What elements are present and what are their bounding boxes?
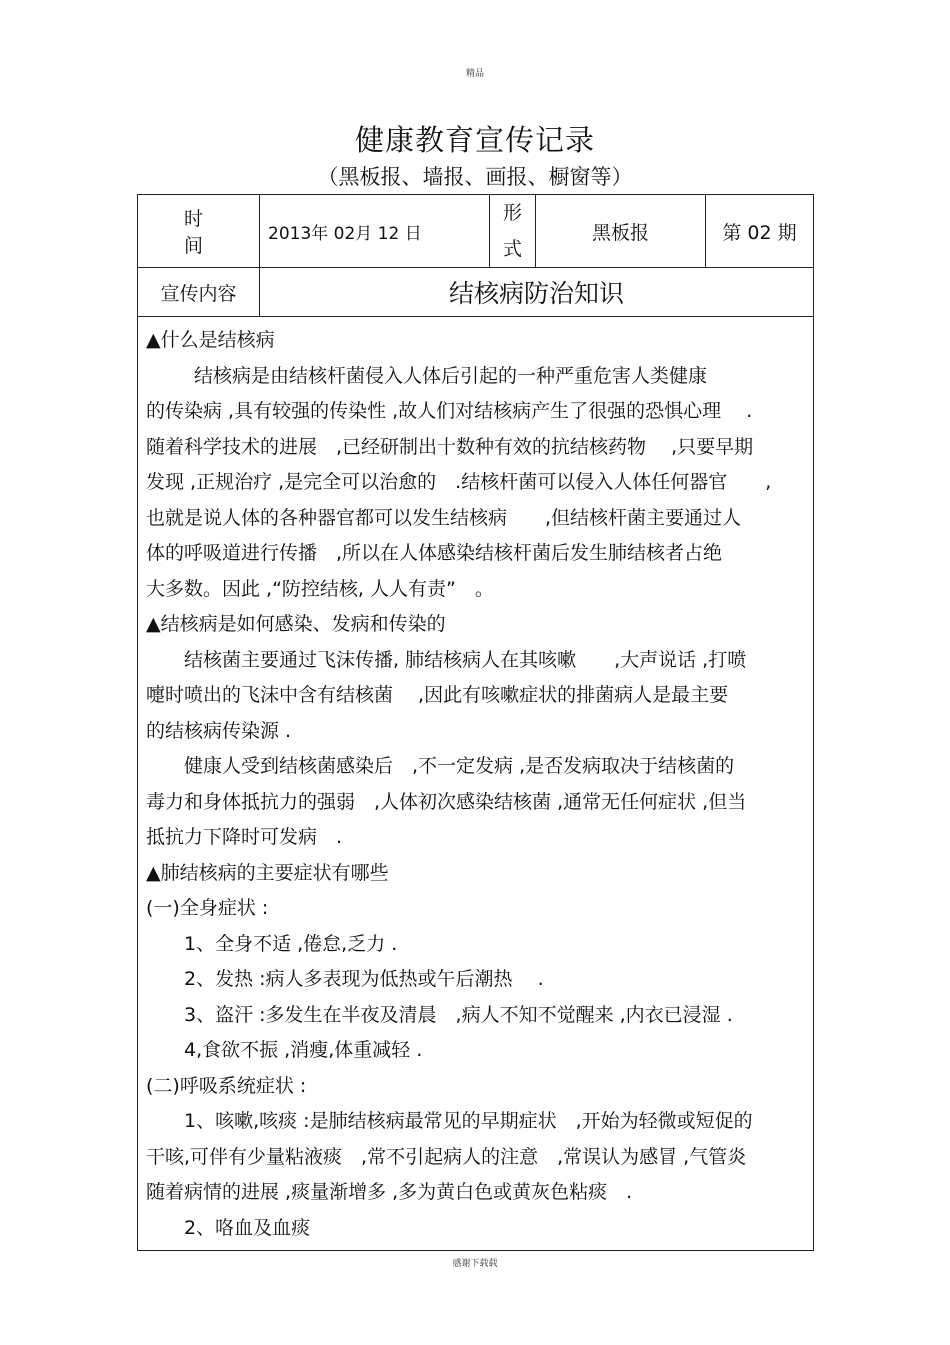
- list-item: 2、发热 :病人多表现为低热或午后潮热 .: [184, 968, 544, 990]
- paragraph-line: 结核病是由结核杆菌侵入人体后引起的一种严重危害人类健康: [194, 364, 708, 387]
- paragraph-line: 的传染病 ,具有较强的传染性 ,故人们对结核病产生了很强的恐惧心理 .: [146, 400, 753, 422]
- topic-row: [138, 268, 814, 317]
- form-label: [490, 195, 536, 268]
- time-label: 时 间: [138, 195, 260, 268]
- subsection-heading: (一)全身症状 :: [146, 897, 269, 919]
- issue-number: 第 02 期: [706, 195, 814, 268]
- list-item: 1、全身不适 ,倦怠,乏力 .: [184, 932, 398, 955]
- paragraph-line: 大多数。因此 ,“防控结核, 人人有责” 。: [146, 577, 494, 600]
- subsection-heading: (二)呼吸系统症状 :: [146, 1074, 307, 1097]
- footer-watermark: 感谢下载载: [452, 1259, 498, 1269]
- section-heading: ▲肺结核病的主要症状有哪些: [146, 861, 389, 884]
- paragraph-line: 也就是说人体的各种器官都可以发生结核病 ,但结核杆菌主要通过人: [146, 506, 742, 529]
- form-label-char-2: 式: [502, 238, 522, 260]
- paragraph-line: 干咳,可伴有少量粘液痰 ,常不引起病人的注意 ,常误认为感冒 ,气管炎: [146, 1145, 747, 1168]
- paragraph-line: 毒力和身体抵抗力的强弱 ,人体初次感染结核菌 ,通常无任何症状 ,但当: [146, 790, 747, 813]
- info-row: [138, 195, 814, 268]
- form-value: 黑板报: [536, 195, 706, 268]
- list-item: 4,食欲不振 ,消瘦,体重减轻 .: [184, 1039, 423, 1061]
- section-heading: ▲什么是结核病: [146, 329, 275, 351]
- list-item: 3、盗汗 :多发生在半夜及清晨 ,病人不知不觉醒来 ,内衣已浸湿 .: [184, 1003, 733, 1026]
- form-label-char-1: 形: [502, 202, 522, 224]
- paragraph-line: 随着病情的进展 ,痰量渐增多 ,多为黄白色或黄灰色粘痰 .: [146, 1181, 633, 1203]
- paragraph-line: 结核菌主要通过飞沫传播, 肺结核病人在其咳嗽 ,大声说话 ,打喷: [184, 648, 747, 671]
- record-table: [137, 194, 814, 1251]
- paragraph-line: 健康人受到结核菌感染后 ,不一定发病 ,是否发病取决于结核菌的: [184, 755, 735, 777]
- section-heading: ▲结核病是如何感染、发病和传染的: [146, 613, 446, 635]
- paragraph-line: 抵抗力下降时可发病 .: [146, 826, 343, 848]
- paragraph-line: 随着科学技术的进展 ,已经研制出十数种有效的抗结核药物 ,只要早期: [146, 435, 754, 458]
- paragraph-line: 嚏时喷出的飞沫中含有结核菌 ,因此有咳嗽症状的排菌病人是最主要: [146, 684, 729, 706]
- content-body: [138, 317, 814, 1251]
- paragraph-line: 体的呼吸道进行传播 ,所以在人体感染结核杆菌后发生肺结核者占绝: [146, 542, 723, 564]
- paragraph-line: 的结核病传染源 .: [146, 719, 292, 742]
- date-value: 2013年 02月 12 日: [260, 195, 490, 268]
- paragraph-line: 发现 ,正规治疗 ,是完全可以治愈的 .结核杆菌可以侵入人体任何器官 ,: [146, 471, 772, 493]
- content-row: [138, 317, 814, 1251]
- header-watermark: 精品: [465, 69, 484, 79]
- list-item: 1、咳嗽,咳痰 :是肺结核病最常见的早期症状 ,开始为轻微或短促的: [184, 1110, 753, 1132]
- document-title: 健康教育宣传记录: [354, 123, 595, 157]
- document-subtitle: （黑板报、墙报、画报、橱窗等）: [317, 165, 633, 189]
- topic-title: 结核病防治知识: [260, 268, 814, 317]
- content-label: 宣传内容: [138, 268, 260, 317]
- list-item: 2、咯血及血痰: [184, 1216, 311, 1239]
